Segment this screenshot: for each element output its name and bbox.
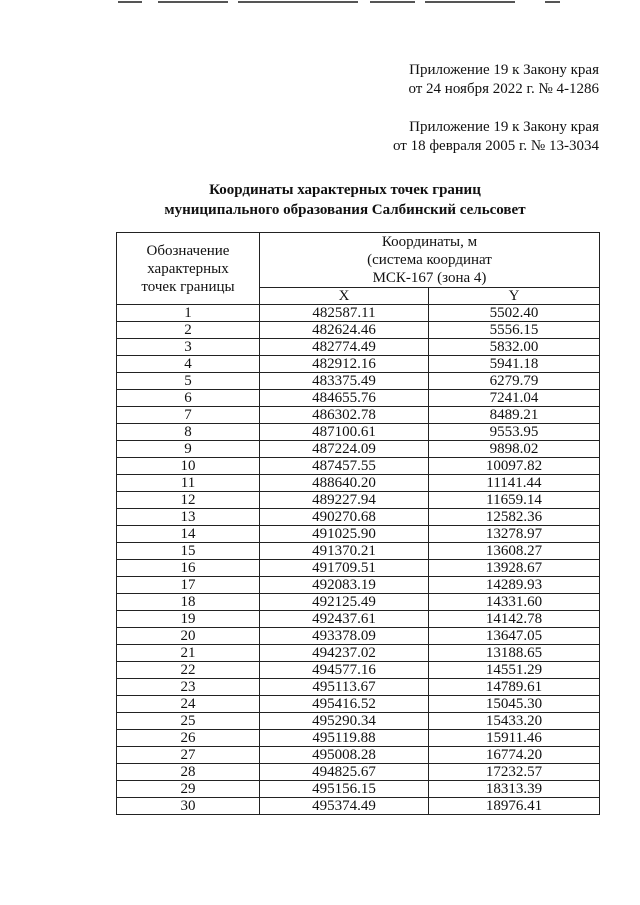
- document-title-line-2: муниципального образования Салбинский сельсовет: [164, 202, 526, 218]
- x-coordinate-cell: 495119.88: [260, 730, 429, 747]
- x-coordinate-cell: 482624.46: [260, 322, 429, 339]
- x-coordinate-cell: 492083.19: [260, 577, 429, 594]
- rule-segment: [425, 1, 515, 3]
- table-row: [117, 356, 600, 373]
- x-coordinate-cell: 487457.55: [260, 458, 429, 475]
- coordinates-table: [116, 232, 600, 815]
- x-coordinate-cell: 482912.16: [260, 356, 429, 373]
- annex-original-reference: [393, 118, 599, 156]
- point-number-cell: 18: [117, 594, 260, 611]
- y-coordinate-cell: 13188.65: [429, 645, 600, 662]
- table-row: [117, 407, 600, 424]
- table-row: [117, 509, 600, 526]
- table-row: [117, 492, 600, 509]
- x-coordinate-cell: 491709.51: [260, 560, 429, 577]
- x-coordinate-cell: 491025.90: [260, 526, 429, 543]
- y-coordinate-cell: 9553.95: [429, 424, 600, 441]
- y-coordinate-cell: 14142.78: [429, 611, 600, 628]
- point-number-cell: 23: [117, 679, 260, 696]
- rule-segment: [118, 1, 142, 3]
- table-row: [117, 679, 600, 696]
- x-coordinate-cell: 495416.52: [260, 696, 429, 713]
- x-coordinate-cell: 490270.68: [260, 509, 429, 526]
- table-row: [117, 441, 600, 458]
- point-number-cell: 10: [117, 458, 260, 475]
- x-coordinate-cell: 495290.34: [260, 713, 429, 730]
- point-number-cell: 29: [117, 781, 260, 798]
- point-number-cell: 8: [117, 424, 260, 441]
- point-number-cell: 6: [117, 390, 260, 407]
- y-coordinate-cell: 14551.29: [429, 662, 600, 679]
- x-coordinate-cell: 493378.09: [260, 628, 429, 645]
- y-coordinate-cell: 13608.27: [429, 543, 600, 560]
- table-row: [117, 781, 600, 798]
- point-number-cell: 7: [117, 407, 260, 424]
- table-row: [117, 713, 600, 730]
- point-number-cell: 11: [117, 475, 260, 492]
- table-row: [117, 747, 600, 764]
- rule-segment: [158, 1, 228, 3]
- table-row: [117, 373, 600, 390]
- x-coordinate-cell: 495374.49: [260, 798, 429, 815]
- table-row: [117, 645, 600, 662]
- header-designation-line: характерных: [147, 260, 229, 277]
- header-designation: [117, 233, 260, 305]
- y-coordinate-cell: 6279.79: [429, 373, 600, 390]
- document-title-line-1: Координаты характерных точек границ: [209, 182, 481, 198]
- rule-segment: [238, 1, 358, 3]
- table-row: [117, 543, 600, 560]
- point-number-cell: 5: [117, 373, 260, 390]
- table-row: [117, 730, 600, 747]
- table-row: [117, 424, 600, 441]
- point-number-cell: 26: [117, 730, 260, 747]
- point-number-cell: 30: [117, 798, 260, 815]
- annex-original-line-1: Приложение 19 к Закону края: [409, 119, 599, 135]
- y-coordinate-cell: 15911.46: [429, 730, 600, 747]
- table-row: [117, 390, 600, 407]
- point-number-cell: 2: [117, 322, 260, 339]
- point-number-cell: 3: [117, 339, 260, 356]
- y-coordinate-cell: 18976.41: [429, 798, 600, 815]
- table-row: [117, 764, 600, 781]
- x-coordinate-cell: 495113.67: [260, 679, 429, 696]
- table-row: [117, 560, 600, 577]
- y-coordinate-cell: 5556.15: [429, 322, 600, 339]
- point-number-cell: 14: [117, 526, 260, 543]
- point-number-cell: 12: [117, 492, 260, 509]
- point-number-cell: 27: [117, 747, 260, 764]
- point-number-cell: 17: [117, 577, 260, 594]
- x-coordinate-cell: 489227.94: [260, 492, 429, 509]
- y-coordinate-cell: 13647.05: [429, 628, 600, 645]
- coordinates-table-body: [117, 305, 600, 815]
- y-coordinate-cell: 18313.39: [429, 781, 600, 798]
- y-coordinate-cell: 12582.36: [429, 509, 600, 526]
- header-coordinates-line: МСК-167 (зона 4): [372, 270, 487, 286]
- document-title: [0, 180, 640, 220]
- point-number-cell: 16: [117, 560, 260, 577]
- table-row: [117, 594, 600, 611]
- y-coordinate-cell: 7241.04: [429, 390, 600, 407]
- table-row: [117, 662, 600, 679]
- x-coordinate-cell: 494237.02: [260, 645, 429, 662]
- annex-original-line-2: от 18 февраля 2005 г. № 13-3034: [392, 138, 599, 154]
- x-coordinate-cell: 482587.11: [260, 305, 429, 322]
- y-coordinate-cell: 9898.02: [429, 441, 600, 458]
- y-coordinate-cell: 5941.18: [429, 356, 600, 373]
- table-row: [117, 798, 600, 815]
- y-coordinate-cell: 14289.93: [429, 577, 600, 594]
- y-coordinate-cell: 8489.21: [429, 407, 600, 424]
- table-row: [117, 305, 600, 322]
- point-number-cell: 28: [117, 764, 260, 781]
- y-coordinate-cell: 14789.61: [429, 679, 600, 696]
- x-coordinate-cell: 495156.15: [260, 781, 429, 798]
- header-coordinates-line: (система координат: [367, 252, 492, 268]
- header-designation-line: Обозначение: [146, 242, 230, 259]
- y-coordinate-cell: 15433.20: [429, 713, 600, 730]
- table-row: [117, 577, 600, 594]
- point-number-cell: 20: [117, 628, 260, 645]
- y-coordinate-cell: 16774.20: [429, 747, 600, 764]
- y-coordinate-cell: 5832.00: [429, 339, 600, 356]
- x-coordinate-cell: 492437.61: [260, 611, 429, 628]
- y-coordinate-cell: 11659.14: [429, 492, 600, 509]
- x-coordinate-cell: 491370.21: [260, 543, 429, 560]
- y-coordinate-cell: 17232.57: [429, 764, 600, 781]
- x-coordinate-cell: 488640.20: [260, 475, 429, 492]
- x-coordinate-cell: 487224.09: [260, 441, 429, 458]
- x-coordinate-cell: 492125.49: [260, 594, 429, 611]
- annex-current-line-2: от 24 ноября 2022 г. № 4-1286: [408, 81, 599, 97]
- y-coordinate-cell: 14331.60: [429, 594, 600, 611]
- rule-segment: [545, 1, 560, 3]
- point-number-cell: 24: [117, 696, 260, 713]
- y-coordinate-cell: 13928.67: [429, 560, 600, 577]
- point-number-cell: 13: [117, 509, 260, 526]
- y-coordinate-cell: 11141.44: [429, 475, 600, 492]
- point-number-cell: 21: [117, 645, 260, 662]
- page-top-rule: [0, 0, 640, 6]
- x-coordinate-cell: 482774.49: [260, 339, 429, 356]
- y-coordinate-cell: 15045.30: [429, 696, 600, 713]
- rule-segment: [370, 1, 415, 3]
- annex-current-reference: [408, 61, 599, 99]
- annex-current-line-1: Приложение 19 к Закону края: [409, 62, 599, 78]
- table-row: [117, 458, 600, 475]
- point-number-cell: 22: [117, 662, 260, 679]
- x-coordinate-cell: 486302.78: [260, 407, 429, 424]
- y-coordinate-cell: 10097.82: [429, 458, 600, 475]
- table-row: [117, 628, 600, 645]
- point-number-cell: 15: [117, 543, 260, 560]
- x-coordinate-cell: 484655.76: [260, 390, 429, 407]
- point-number-cell: 1: [117, 305, 260, 322]
- header-coordinates: [260, 233, 600, 288]
- point-number-cell: 4: [117, 356, 260, 373]
- point-number-cell: 25: [117, 713, 260, 730]
- header-x: X: [260, 288, 429, 305]
- y-coordinate-cell: 5502.40: [429, 305, 600, 322]
- y-coordinate-cell: 13278.97: [429, 526, 600, 543]
- header-y: Y: [429, 288, 600, 305]
- table-row: [117, 339, 600, 356]
- table-row: [117, 611, 600, 628]
- x-coordinate-cell: 495008.28: [260, 747, 429, 764]
- x-coordinate-cell: 494825.67: [260, 764, 429, 781]
- table-row: [117, 475, 600, 492]
- table-row: [117, 526, 600, 543]
- table-row: [117, 696, 600, 713]
- x-coordinate-cell: 494577.16: [260, 662, 429, 679]
- point-number-cell: 9: [117, 441, 260, 458]
- header-coordinates-line: Координаты, м: [381, 234, 478, 250]
- header-designation-line: точек границы: [141, 278, 235, 295]
- point-number-cell: 19: [117, 611, 260, 628]
- x-coordinate-cell: 487100.61: [260, 424, 429, 441]
- x-coordinate-cell: 483375.49: [260, 373, 429, 390]
- table-row: [117, 322, 600, 339]
